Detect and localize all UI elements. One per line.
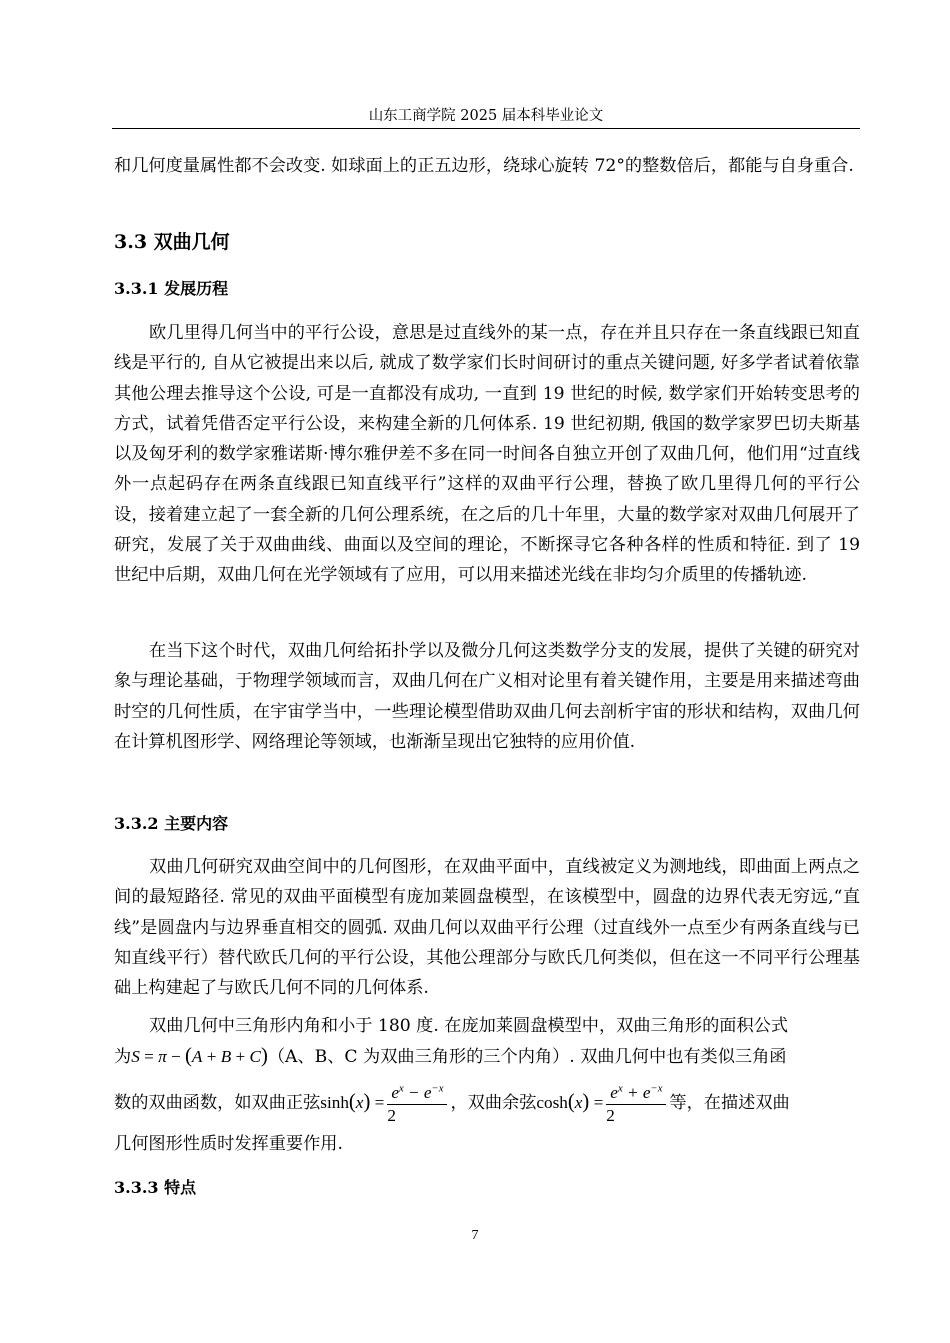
top-paragraph: 和几何度量属性都不会改变. 如球面上的正五边形，绕球心旋转 72°的整数倍后，都能与自身重合. — [114, 156, 854, 176]
content-paragraph-2-line-4: 几何图形性质时发挥重要作用. — [114, 1134, 343, 1154]
cosh-formula: cosh(x) = $\frac{e^x + e^{-x}}{2}$ — [536, 1093, 669, 1112]
cosh-intro-text: ，双曲余弦 — [450, 1093, 537, 1113]
content-paragraph-2-line-2 — [114, 1041, 860, 1072]
content-paragraph-2-line-3 — [114, 1075, 860, 1130]
header-rule — [112, 128, 860, 129]
content-paragraph-2-line-1: 双曲几何中三角形内角和小于 180 度. 在庞加莱圆盘模型中，双曲三角形的面积公式 — [149, 1016, 789, 1036]
history-paragraph-2: 在当下这个时代，双曲几何给拓扑学以及微分几何这类数学分支的发展，提供了关键的研究对象与理论基础，于物理学领域而言，双曲几何在广义相对论里有着关键作用，主要是用来描述弯曲时空的几何性质，在宇宙学当中，一些理论模型借助双曲几何去剖析宇宙的形状和结构，双曲几何在计算机图形学、网络理论等领域，也渐渐呈现出它独特的应用价值. — [114, 641, 860, 752]
area-formula: S = π − (A + B + C) — [131, 1045, 268, 1067]
history-paragraph-1: 欧几里得几何当中的平行公设，意思是过直线外的某一点，存在并且只存在一条直线跟已知直线是平行的, 自从它被提出来以后, 就成了数学家们长时间研讨的重点关键问题, 好多学者试着依靠其他公理去推导这个公设, 可是一直都没有成功, 一直到 19 世纪的时候, 数学家们开始转变思考的方式，试着凭借否定平行公设，来构建全新的几何体系. 19 世纪初期, 俄国的数学家罗巴切夫斯基以及匈牙利的数学家雅诺斯·博尔雅伊差不多在同一时间各自独立开创了双曲几何，他们用“过直线外一点起码存在两条直线跟已知直线平行”这样的双曲平行公理，替换了欧几里得几何的平行公设，接着建立起了一套全新的几何公理系统，在之后的几十年里，大量的数学家对双曲几何展开了研究，发展了关于双曲曲线、曲面以及空间的理论，不断探寻它各种各样的性质和特征. 到了 19 世纪中后期，双曲几何在光学领域有了应用，可以用来描述光线在非均匀介质里的传播轨迹. — [114, 323, 860, 586]
page-header: 山东工商学院 2025 届本科毕业论文 — [368, 108, 604, 124]
sinh-formula: sinh(x) = $\frac{e^x - e^{-x}}{2}$ — [320, 1093, 450, 1112]
subsection-title-content: 3.3.2 主要内容 — [114, 814, 229, 833]
sinh-intro-text: 数的双曲函数，如双曲正弦 — [114, 1093, 321, 1113]
area-formula-suffix: （A、B、C 为双曲三角形的三个内角）. 双曲几何中也有类似三角函 — [267, 1047, 787, 1067]
subsection-title-features: 3.3.3 特点 — [114, 1178, 197, 1197]
area-formula-prefix: 为 — [114, 1047, 132, 1067]
formula-trailing-text: 等，在描述双曲 — [669, 1093, 790, 1113]
subsection-title-history: 3.3.1 发展历程 — [114, 279, 229, 298]
section-title: 3.3 双曲几何 — [114, 231, 230, 253]
page-number: 7 — [471, 1228, 479, 1243]
content-paragraph-1: 双曲几何研究双曲空间中的几何图形，在双曲平面中，直线被定义为测地线，即曲面上两点之间的最短路径. 常见的双曲平面模型有庞加莱圆盘模型，在该模型中，圆盘的边界代表无穷远,“直线”是圆盘内与边界垂直相交的圆弧. 双曲几何以双曲平行公理（过直线外一点至少有两条直线与已知直线平行）替代欧氏几何的平行公设，其他公理部分与欧氏几何类似，但在这一不同平行公理基础上构建起了与欧氏几何不同的几何体系. — [114, 857, 860, 999]
